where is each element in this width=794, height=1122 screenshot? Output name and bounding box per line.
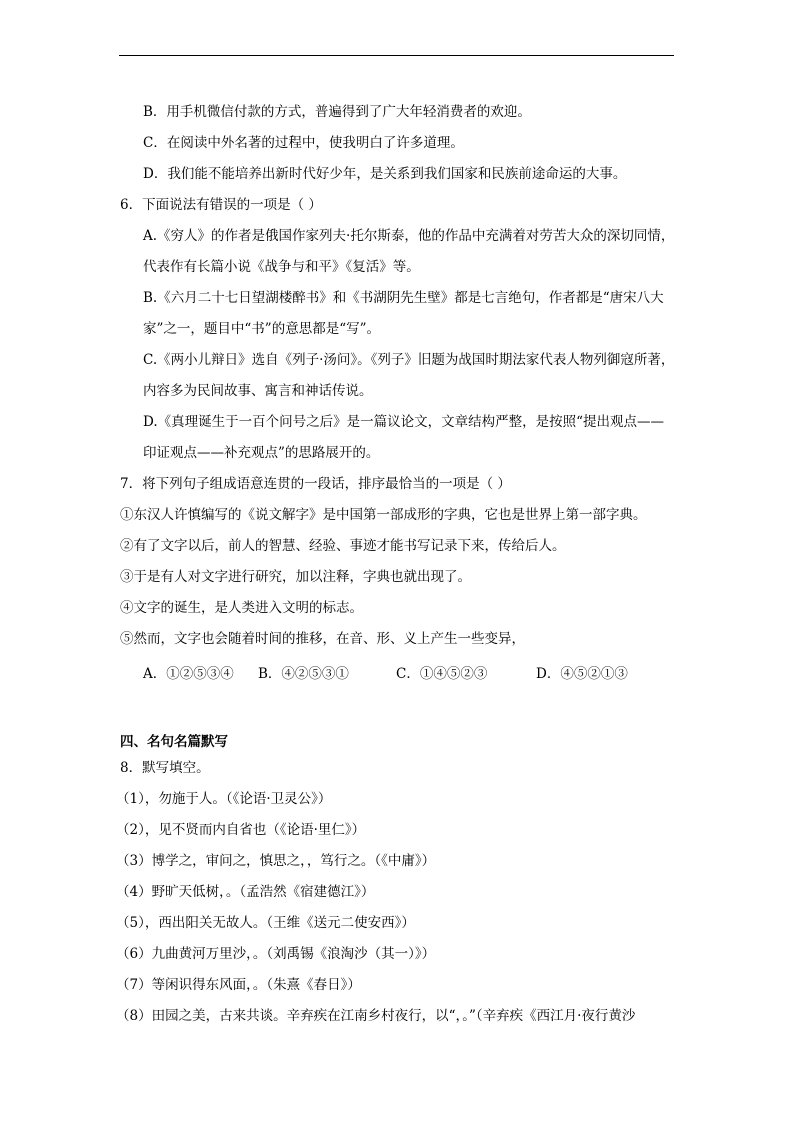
q7-sentence-2: ②有了文字以后，前人的智慧、经验、事迹才能书写记录下来，传给后人。 [120, 538, 566, 554]
q8-item-2: （2），见不贤而内自省也（《论语·里仁》） [116, 822, 366, 838]
q6-option-b-line2: 家”之一，题目中“书”的意思都是“写”。 [143, 321, 381, 337]
q7-option-a: A．①②⑤③④ [143, 666, 234, 682]
q8-item-3: （3）博学之，审问之，慎思之，，笃行之。（《中庸》） [116, 853, 436, 869]
q8-item-5: （5），西出阳关无故人。（王维《送元二使安西》） [116, 915, 415, 931]
header-rule [119, 55, 674, 56]
q8-stem: 8．默写填空。 [120, 760, 210, 776]
q6-option-c-line2: 内容多为民间故事、寓言和神话传说。 [143, 383, 373, 399]
q7-sentence-4: ④文字的诞生，是人类进入文明的标志。 [120, 600, 363, 616]
q7-sentence-3: ③于是有人对文字进行研究，加以注释，字典也就出现了。 [120, 569, 471, 585]
q7-option-d: D．④⑤②①③ [536, 666, 628, 682]
q7-option-c: C．①④⑤②③ [396, 666, 488, 682]
q8-item-6: （6）九曲黄河万里沙，。（刘禹锡《浪淘沙（其一）》） [116, 946, 436, 962]
q7-sentence-5: ⑤然而，文字也会随着时间的推移，在音、形、义上产生一些变异， [120, 631, 525, 647]
q8-item-1: （1），勿施于人。（《论语·卫灵公》） [116, 791, 332, 807]
q6-option-a-line1: A.《穷人》的作者是俄国作家列夫·托尔斯泰，他的作品中充满着对劳苦大众的深切同情， [143, 228, 675, 244]
q8-item-8: （8）田园之美，古来共谈。辛弃疾在江南乡村夜行，以“，。”（辛弃疾《西江月·夜行黄沙 [116, 1008, 636, 1024]
q7-option-b: B．④②⑤③① [258, 666, 349, 682]
q6-option-c-line1: C.《两小儿辩日》选自《列子·汤问》。《列子》旧题为战国时期法家代表人物列御寇所著， [143, 352, 675, 368]
q5-option-d: D．我们能不能培养出新时代好少年，是关系到我们国家和民族前途命运的大事。 [143, 166, 627, 182]
q6-option-b-line1: B.《六月二十七日望湖楼醉书》和《书湖阴先生壁》都是七言绝句，作者都是“唐宋八大 [143, 290, 664, 306]
q8-item-7: （7）等闲识得东风面，。（朱熹《春日》） [116, 977, 361, 993]
q6-option-d-line1: D.《真理诞生于一百个问号之后》是一篇议论文，文章结构严整，是按照“提出观点—— [143, 414, 665, 430]
q7-sentence-1: ①东汉人许慎编写的《说文解字》是中国第一部成形的字典，它也是世界上第一部字典。 [120, 507, 647, 523]
q6-option-a-line2: 代表作有长篇小说《战争与和平》《复活》等。 [143, 259, 420, 275]
q6-option-d-line2: 印证观点——补充观点”的思路展开的。 [143, 445, 380, 461]
q5-option-c: C．在阅读中外名著的过程中，使我明白了许多道理。 [143, 135, 464, 151]
q5-option-b: B．用手机微信付款的方式，普遍得到了广大年轻消费者的欢迎。 [143, 104, 531, 120]
q8-item-4: （4）野旷天低树，。（孟浩然《宿建德江》） [116, 884, 375, 900]
q7-stem: 7．将下列句子组成语意连贯的一段话，排序最恰当的一项是（ ） [120, 476, 511, 492]
section-heading: 四、名句名篇默写 [120, 734, 228, 750]
q6-stem: 6．下面说法有错误的一项是（ ） [120, 197, 322, 213]
